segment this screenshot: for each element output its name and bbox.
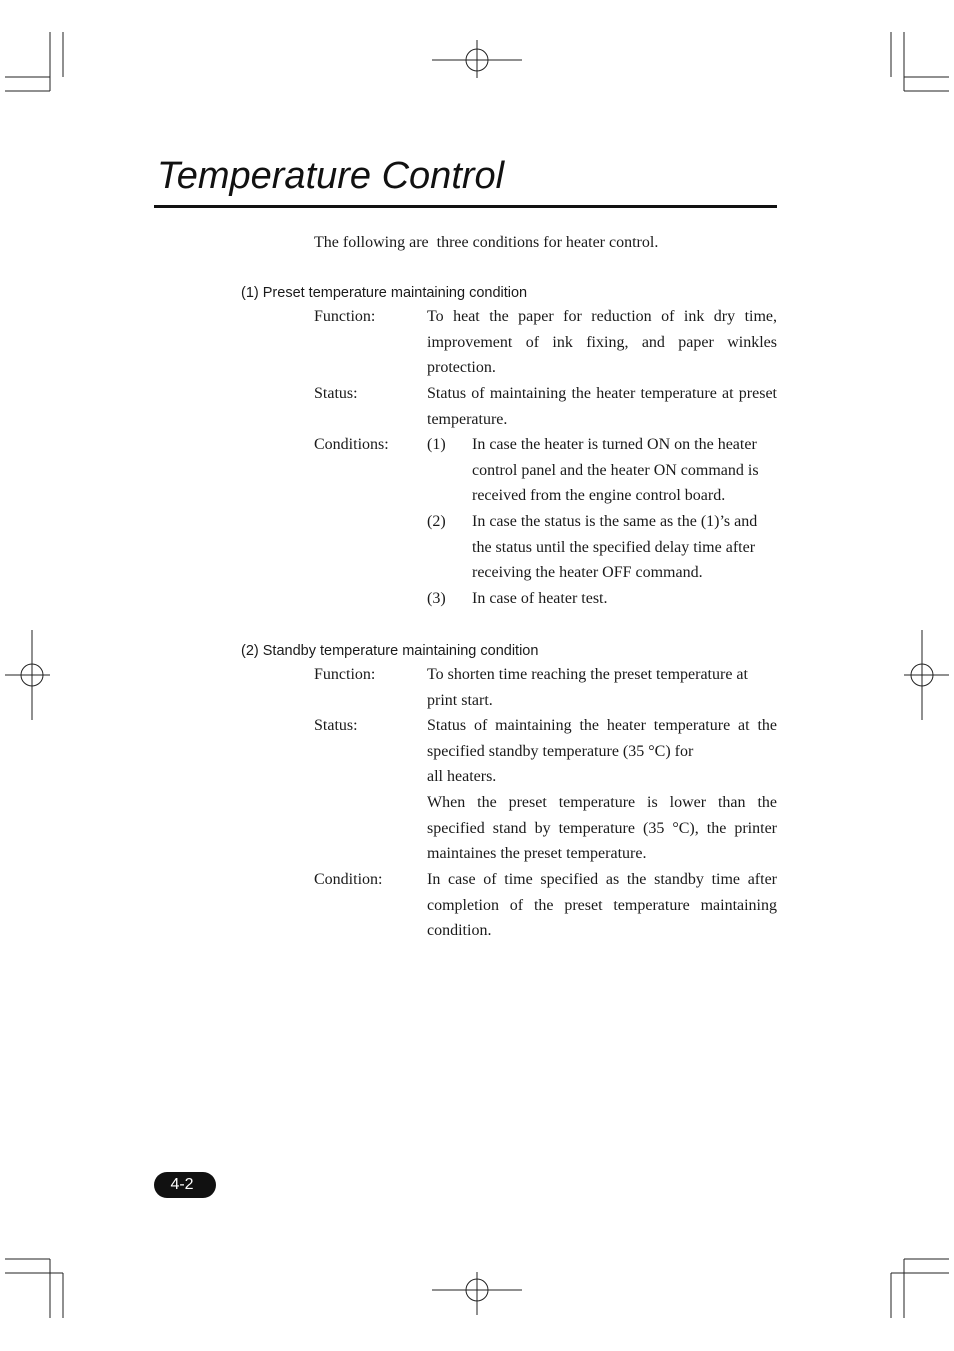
condition-number: (3): [427, 590, 446, 607]
title-underline: [154, 205, 777, 208]
condition-number: (1): [427, 436, 446, 453]
section1-function-label: Function:: [314, 308, 376, 325]
condition-text: In case the heater is turned ON on the heater control panel and the heater ON command is received from the engine control board.: [472, 436, 759, 505]
section2-status-text-3: When the preset temperature is lower than the specified stand by temperature (35 °C), the printer maintaines the preset temperature.: [427, 794, 777, 863]
section2-status-label: Status:: [314, 717, 358, 734]
section2-condition-text: In case of time specified as the standby time after completion of the preset temperature maintaining condition.: [427, 871, 777, 940]
section2-function-label: Function:: [314, 666, 376, 683]
section1-heading: (1) Preset temperature maintaining condition: [241, 285, 528, 301]
section1-status-label: Status:: [314, 385, 358, 402]
condition-number: (2): [427, 513, 446, 530]
condition-text: In case the status is the same as the (1)’s and the status until the specified delay time after receiving the heater OFF command.: [472, 513, 758, 582]
intro-text: The following are three conditions for heater control.: [314, 234, 659, 251]
section2-function-text: To shorten time reaching the preset temperature at print start.: [427, 666, 748, 709]
section1-status-text: Status of maintaining the heater temperature at preset temperature.: [427, 385, 777, 428]
section2-heading: (2) Standby temperature maintaining condition: [241, 643, 539, 659]
page-number: 4-2: [170, 1176, 194, 1193]
page-number-badge: [154, 1172, 216, 1198]
condition-text: In case of heater test.: [472, 590, 608, 607]
section1-conditions-label: Conditions:: [314, 436, 389, 453]
section2-status-text-2: all heaters.: [427, 768, 497, 785]
section1-function-text: To heat the paper for reduction of ink dry time, improvement of ink fixing, and paper winkles protection.: [427, 308, 777, 377]
section2-status-text-1: Status of maintaining the heater temperature at the specified standby temperature (35 °C) for: [427, 717, 777, 760]
page-title: Temperature Control: [157, 155, 505, 197]
section2-condition-label: Condition:: [314, 871, 383, 888]
